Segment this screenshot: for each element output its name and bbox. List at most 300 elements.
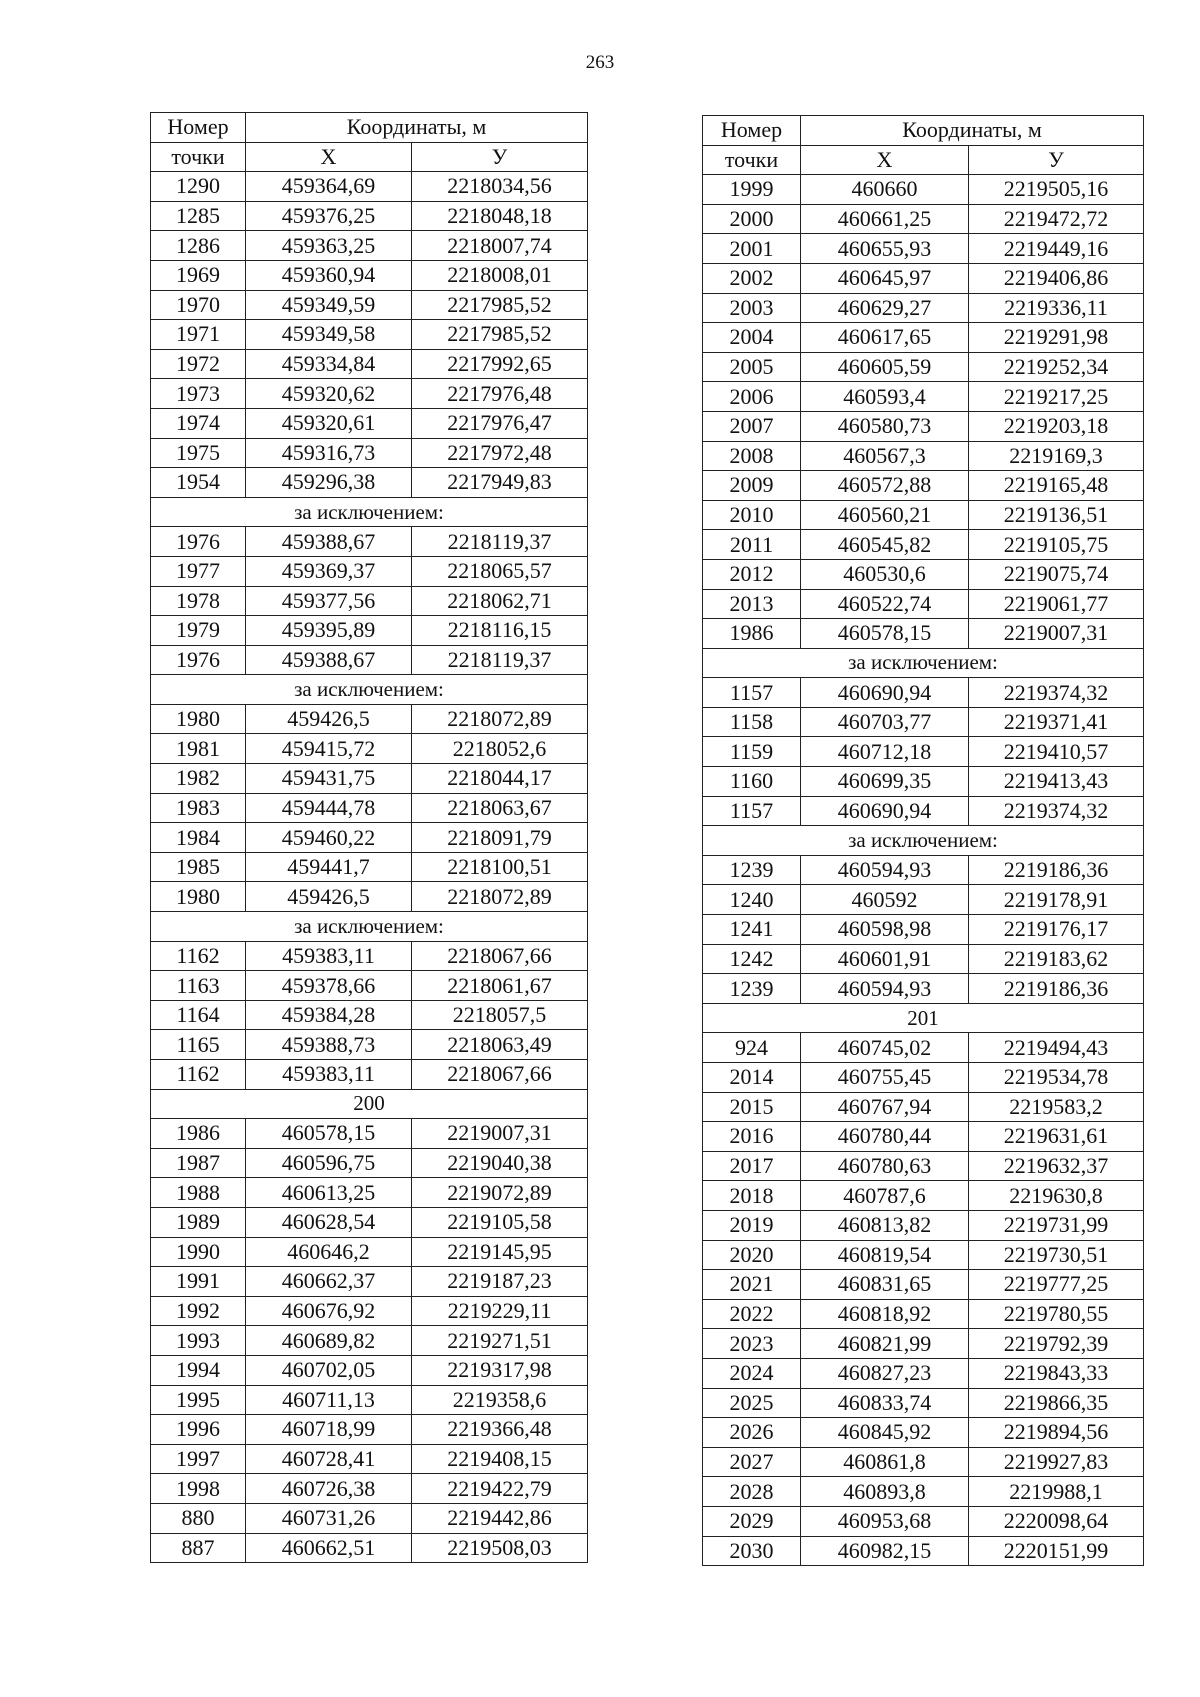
point-number: 887 xyxy=(151,1533,246,1563)
table-row xyxy=(703,1063,1144,1093)
table-row xyxy=(703,1270,1144,1300)
table-row xyxy=(703,855,1144,885)
x-coordinate: 460593,4 xyxy=(801,382,969,412)
y-coordinate: 2219178,91 xyxy=(969,885,1144,915)
table-row xyxy=(151,556,588,586)
x-coordinate: 460699,35 xyxy=(801,767,969,797)
x-coordinate: 460861,8 xyxy=(801,1447,969,1477)
y-coordinate: 2218061,67 xyxy=(412,971,588,1001)
y-coordinate: 2218091,79 xyxy=(412,823,588,853)
point-number: 2024 xyxy=(703,1358,801,1388)
y-coordinate: 2218007,74 xyxy=(412,231,588,261)
point-number: 1162 xyxy=(151,941,246,971)
table-row xyxy=(703,263,1144,293)
point-number: 1239 xyxy=(703,855,801,885)
x-coordinate: 459334,84 xyxy=(246,349,412,379)
point-number: 1285 xyxy=(151,201,246,231)
x-coordinate: 459415,72 xyxy=(246,734,412,764)
x-coordinate: 460598,98 xyxy=(801,915,969,945)
x-coordinate: 459360,94 xyxy=(246,260,412,290)
table-row xyxy=(703,1477,1144,1507)
y-coordinate: 2219894,56 xyxy=(969,1418,1144,1448)
x-coordinate: 460646,2 xyxy=(246,1237,412,1267)
table-row xyxy=(703,1181,1144,1211)
x-coordinate: 459426,5 xyxy=(246,882,412,912)
x-coordinate: 460613,25 xyxy=(246,1178,412,1208)
table-row xyxy=(703,1210,1144,1240)
x-coordinate: 460572,88 xyxy=(801,471,969,501)
point-number: 2011 xyxy=(703,530,801,560)
table-row xyxy=(151,320,588,350)
table-row xyxy=(703,530,1144,560)
header-coordinates-label: Координаты, м xyxy=(246,113,588,143)
x-coordinate: 459388,73 xyxy=(246,1030,412,1060)
table-row xyxy=(151,1355,588,1385)
table-row xyxy=(151,941,588,971)
table-row xyxy=(703,678,1144,708)
table-row xyxy=(151,1060,588,1090)
table-row xyxy=(151,260,588,290)
y-coordinate: 2219358,6 xyxy=(412,1385,588,1415)
point-number: 1970 xyxy=(151,290,246,320)
point-number: 1988 xyxy=(151,1178,246,1208)
point-number: 1976 xyxy=(151,645,246,675)
y-coordinate: 2218008,01 xyxy=(412,260,588,290)
y-coordinate: 2219183,62 xyxy=(969,944,1144,974)
y-coordinate: 2219187,23 xyxy=(412,1267,588,1297)
header-y-label: У xyxy=(412,142,588,172)
table-row xyxy=(151,349,588,379)
point-number: 2012 xyxy=(703,559,801,589)
x-coordinate: 459349,59 xyxy=(246,290,412,320)
table-row xyxy=(151,882,588,912)
table-row xyxy=(151,1178,588,1208)
point-number: 2019 xyxy=(703,1210,801,1240)
point-number: 2020 xyxy=(703,1240,801,1270)
section-label: 201 xyxy=(703,1003,1144,1033)
y-coordinate: 2219203,18 xyxy=(969,411,1144,441)
y-coordinate: 2219371,41 xyxy=(969,707,1144,737)
x-coordinate: 460712,18 xyxy=(801,737,969,767)
x-coordinate: 460726,38 xyxy=(246,1474,412,1504)
x-coordinate: 460530,6 xyxy=(801,559,969,589)
header-x-label: Х xyxy=(246,142,412,172)
table-row xyxy=(151,793,588,823)
point-number: 1163 xyxy=(151,971,246,1001)
point-number: 2016 xyxy=(703,1122,801,1152)
y-coordinate: 2219072,89 xyxy=(412,1178,588,1208)
point-number: 1286 xyxy=(151,231,246,261)
y-coordinate: 2218044,17 xyxy=(412,764,588,794)
table-row xyxy=(703,1122,1144,1152)
section-label: за исключением: xyxy=(703,826,1144,856)
table-row xyxy=(151,1503,588,1533)
table-row xyxy=(703,352,1144,382)
x-coordinate: 460703,77 xyxy=(801,707,969,737)
table-row xyxy=(151,1296,588,1326)
point-number: 2021 xyxy=(703,1270,801,1300)
point-number: 1974 xyxy=(151,408,246,438)
point-number: 1165 xyxy=(151,1030,246,1060)
table-row xyxy=(151,172,588,202)
y-coordinate: 2218057,5 xyxy=(412,1000,588,1030)
table-row xyxy=(151,704,588,734)
table-row xyxy=(703,323,1144,353)
point-number: 2029 xyxy=(703,1506,801,1536)
table-row xyxy=(151,852,588,882)
point-number: 2008 xyxy=(703,441,801,471)
point-number: 2007 xyxy=(703,411,801,441)
section-row xyxy=(151,1089,588,1119)
y-coordinate: 2219366,48 xyxy=(412,1415,588,1445)
coordinates-table-right xyxy=(702,115,1144,1566)
y-coordinate: 2219472,72 xyxy=(969,204,1144,234)
x-coordinate: 460628,54 xyxy=(246,1207,412,1237)
point-number: 1975 xyxy=(151,438,246,468)
table-row xyxy=(703,737,1144,767)
x-coordinate: 459383,11 xyxy=(246,1060,412,1090)
y-coordinate: 2219508,03 xyxy=(412,1533,588,1563)
y-coordinate: 2219630,8 xyxy=(969,1181,1144,1211)
section-label: за исключением: xyxy=(151,497,588,527)
y-coordinate: 2219494,43 xyxy=(969,1033,1144,1063)
table-row xyxy=(703,204,1144,234)
point-number: 2006 xyxy=(703,382,801,412)
y-coordinate: 2219186,36 xyxy=(969,974,1144,1004)
point-number: 1954 xyxy=(151,468,246,498)
x-coordinate: 460580,73 xyxy=(801,411,969,441)
table-row xyxy=(151,1000,588,1030)
y-coordinate: 2218048,18 xyxy=(412,201,588,231)
y-coordinate: 2219631,61 xyxy=(969,1122,1144,1152)
x-coordinate: 459349,58 xyxy=(246,320,412,350)
point-number: 2015 xyxy=(703,1092,801,1122)
x-coordinate: 460827,23 xyxy=(801,1358,969,1388)
y-coordinate: 2218067,66 xyxy=(412,1060,588,1090)
table-row xyxy=(703,1418,1144,1448)
table-row xyxy=(703,589,1144,619)
y-coordinate: 2217949,83 xyxy=(412,468,588,498)
table-row xyxy=(703,175,1144,205)
x-coordinate: 460690,94 xyxy=(801,678,969,708)
table-row xyxy=(151,1385,588,1415)
x-coordinate: 460702,05 xyxy=(246,1355,412,1385)
table-row xyxy=(151,468,588,498)
table-row xyxy=(703,707,1144,737)
header-y-label: У xyxy=(969,145,1144,175)
table-row xyxy=(151,201,588,231)
y-coordinate: 2218063,67 xyxy=(412,793,588,823)
table-row xyxy=(703,411,1144,441)
table-row xyxy=(703,767,1144,797)
x-coordinate: 459320,61 xyxy=(246,408,412,438)
y-coordinate: 2219291,98 xyxy=(969,323,1144,353)
x-coordinate: 459431,75 xyxy=(246,764,412,794)
x-coordinate: 459388,67 xyxy=(246,645,412,675)
x-coordinate: 460818,92 xyxy=(801,1299,969,1329)
table-row xyxy=(151,1030,588,1060)
x-coordinate: 460662,51 xyxy=(246,1533,412,1563)
y-coordinate: 2218063,49 xyxy=(412,1030,588,1060)
y-coordinate: 2219075,74 xyxy=(969,559,1144,589)
point-number: 2001 xyxy=(703,234,801,264)
table-row xyxy=(151,438,588,468)
x-coordinate: 460819,54 xyxy=(801,1240,969,1270)
table-row xyxy=(703,1092,1144,1122)
x-coordinate: 460578,15 xyxy=(801,619,969,649)
x-coordinate: 460522,74 xyxy=(801,589,969,619)
x-coordinate: 459378,66 xyxy=(246,971,412,1001)
table-row xyxy=(151,823,588,853)
section-row xyxy=(703,826,1144,856)
y-coordinate: 2219632,37 xyxy=(969,1151,1144,1181)
y-coordinate: 2217992,65 xyxy=(412,349,588,379)
x-coordinate: 459384,28 xyxy=(246,1000,412,1030)
table-row xyxy=(151,1415,588,1445)
x-coordinate: 459460,22 xyxy=(246,823,412,853)
header-point-label: точки xyxy=(703,145,801,175)
y-coordinate: 2219777,25 xyxy=(969,1270,1144,1300)
point-number: 2022 xyxy=(703,1299,801,1329)
y-coordinate: 2219505,16 xyxy=(969,175,1144,205)
table-row xyxy=(151,645,588,675)
point-number: 1982 xyxy=(151,764,246,794)
x-coordinate: 460833,74 xyxy=(801,1388,969,1418)
point-number: 2004 xyxy=(703,323,801,353)
x-coordinate: 460655,93 xyxy=(801,234,969,264)
point-number: 1991 xyxy=(151,1267,246,1297)
header-coordinates-label: Координаты, м xyxy=(801,116,1144,146)
point-number: 2009 xyxy=(703,471,801,501)
x-coordinate: 460728,41 xyxy=(246,1444,412,1474)
section-label: 200 xyxy=(151,1089,588,1119)
table-row xyxy=(703,441,1144,471)
point-number: 1980 xyxy=(151,704,246,734)
y-coordinate: 2217976,48 xyxy=(412,379,588,409)
y-coordinate: 2219413,43 xyxy=(969,767,1144,797)
point-number: 2028 xyxy=(703,1477,801,1507)
point-number: 1983 xyxy=(151,793,246,823)
point-number: 1980 xyxy=(151,882,246,912)
y-coordinate: 2217985,52 xyxy=(412,320,588,350)
x-coordinate: 460592 xyxy=(801,885,969,915)
table-row xyxy=(151,379,588,409)
point-number: 1978 xyxy=(151,586,246,616)
x-coordinate: 460662,37 xyxy=(246,1267,412,1297)
point-number: 1990 xyxy=(151,1237,246,1267)
point-number: 2005 xyxy=(703,352,801,382)
table-row xyxy=(703,1536,1144,1566)
y-coordinate: 2218072,89 xyxy=(412,704,588,734)
y-coordinate: 2219105,75 xyxy=(969,530,1144,560)
x-coordinate: 460845,92 xyxy=(801,1418,969,1448)
y-coordinate: 2219442,86 xyxy=(412,1503,588,1533)
section-label: за исключением: xyxy=(151,675,588,705)
y-coordinate: 2219165,48 xyxy=(969,471,1144,501)
point-number: 1969 xyxy=(151,260,246,290)
point-number: 1986 xyxy=(703,619,801,649)
point-number: 1989 xyxy=(151,1207,246,1237)
table-row xyxy=(151,764,588,794)
page-number: 263 xyxy=(585,52,615,73)
x-coordinate: 460780,63 xyxy=(801,1151,969,1181)
table-row xyxy=(703,1033,1144,1063)
x-coordinate: 459369,37 xyxy=(246,556,412,586)
y-coordinate: 2219271,51 xyxy=(412,1326,588,1356)
x-coordinate: 459376,25 xyxy=(246,201,412,231)
y-coordinate: 2219988,1 xyxy=(969,1477,1144,1507)
y-coordinate: 2219927,83 xyxy=(969,1447,1144,1477)
y-coordinate: 2218119,37 xyxy=(412,645,588,675)
point-number: 1985 xyxy=(151,852,246,882)
point-number: 1971 xyxy=(151,320,246,350)
y-coordinate: 2219422,79 xyxy=(412,1474,588,1504)
y-coordinate: 2218119,37 xyxy=(412,527,588,557)
point-number: 2017 xyxy=(703,1151,801,1181)
y-coordinate: 2217985,52 xyxy=(412,290,588,320)
section-row xyxy=(703,1003,1144,1033)
y-coordinate: 2219176,17 xyxy=(969,915,1144,945)
table-row xyxy=(703,559,1144,589)
point-number: 1976 xyxy=(151,527,246,557)
x-coordinate: 460767,94 xyxy=(801,1092,969,1122)
y-coordinate: 2217976,47 xyxy=(412,408,588,438)
table-row xyxy=(703,1358,1144,1388)
header-point-number-label: Номер xyxy=(703,116,801,146)
x-coordinate: 460617,65 xyxy=(801,323,969,353)
x-coordinate: 460676,92 xyxy=(246,1296,412,1326)
y-coordinate: 2219336,11 xyxy=(969,293,1144,323)
point-number: 1160 xyxy=(703,767,801,797)
y-coordinate: 2219317,98 xyxy=(412,1355,588,1385)
point-number: 1241 xyxy=(703,915,801,945)
y-coordinate: 2219040,38 xyxy=(412,1148,588,1178)
point-number: 2023 xyxy=(703,1329,801,1359)
table-row xyxy=(151,971,588,1001)
y-coordinate: 2219374,32 xyxy=(969,796,1144,826)
table-row xyxy=(703,1388,1144,1418)
x-coordinate: 460718,99 xyxy=(246,1415,412,1445)
point-number: 2027 xyxy=(703,1447,801,1477)
y-coordinate: 2218116,15 xyxy=(412,616,588,646)
y-coordinate: 2217972,48 xyxy=(412,438,588,468)
y-coordinate: 2219217,25 xyxy=(969,382,1144,412)
table-row xyxy=(703,1506,1144,1536)
table-row xyxy=(151,1237,588,1267)
x-coordinate: 459364,69 xyxy=(246,172,412,202)
point-number: 1242 xyxy=(703,944,801,974)
table-row xyxy=(151,231,588,261)
x-coordinate: 460787,6 xyxy=(801,1181,969,1211)
table-row xyxy=(151,527,588,557)
point-number: 1239 xyxy=(703,974,801,1004)
x-coordinate: 460690,94 xyxy=(801,796,969,826)
x-coordinate: 460560,21 xyxy=(801,500,969,530)
point-number: 1998 xyxy=(151,1474,246,1504)
x-coordinate: 460821,99 xyxy=(801,1329,969,1359)
point-number: 1290 xyxy=(151,172,246,202)
x-coordinate: 460689,82 xyxy=(246,1326,412,1356)
x-coordinate: 460596,75 xyxy=(246,1148,412,1178)
y-coordinate: 2219866,35 xyxy=(969,1388,1144,1418)
table-row xyxy=(703,915,1144,945)
table-row xyxy=(151,1533,588,1563)
y-coordinate: 2219406,86 xyxy=(969,263,1144,293)
y-coordinate: 2219792,39 xyxy=(969,1329,1144,1359)
point-number: 1999 xyxy=(703,175,801,205)
y-coordinate: 2218034,56 xyxy=(412,172,588,202)
x-coordinate: 460629,27 xyxy=(801,293,969,323)
point-number: 1972 xyxy=(151,349,246,379)
table-row xyxy=(151,1326,588,1356)
table-row xyxy=(703,885,1144,915)
point-number: 1240 xyxy=(703,885,801,915)
section-row xyxy=(151,497,588,527)
point-number: 1159 xyxy=(703,737,801,767)
y-coordinate: 2218072,89 xyxy=(412,882,588,912)
point-number: 1981 xyxy=(151,734,246,764)
y-coordinate: 2219007,31 xyxy=(969,619,1144,649)
x-coordinate: 460731,26 xyxy=(246,1503,412,1533)
point-number: 1986 xyxy=(151,1119,246,1149)
point-number: 2014 xyxy=(703,1063,801,1093)
table-row xyxy=(703,382,1144,412)
header-point-label: точки xyxy=(151,142,246,172)
y-coordinate: 2220151,99 xyxy=(969,1536,1144,1566)
table-row xyxy=(151,616,588,646)
x-coordinate: 460831,65 xyxy=(801,1270,969,1300)
point-number: 2003 xyxy=(703,293,801,323)
x-coordinate: 460545,82 xyxy=(801,530,969,560)
x-coordinate: 460594,93 xyxy=(801,855,969,885)
point-number: 1994 xyxy=(151,1355,246,1385)
point-number: 1996 xyxy=(151,1415,246,1445)
y-coordinate: 2219136,51 xyxy=(969,500,1144,530)
x-coordinate: 460711,13 xyxy=(246,1385,412,1415)
x-coordinate: 460660 xyxy=(801,175,969,205)
header-x-label: Х xyxy=(801,145,969,175)
table-row xyxy=(151,1474,588,1504)
x-coordinate: 459383,11 xyxy=(246,941,412,971)
section-label: за исключением: xyxy=(703,648,1144,678)
table-row xyxy=(703,944,1144,974)
x-coordinate: 460661,25 xyxy=(801,204,969,234)
table-row xyxy=(703,500,1144,530)
x-coordinate: 460813,82 xyxy=(801,1210,969,1240)
table-row xyxy=(703,293,1144,323)
section-label: за исключением: xyxy=(151,912,588,942)
table-row xyxy=(151,1267,588,1297)
point-number: 2025 xyxy=(703,1388,801,1418)
x-coordinate: 460601,91 xyxy=(801,944,969,974)
x-coordinate: 460953,68 xyxy=(801,1506,969,1536)
point-number: 1979 xyxy=(151,616,246,646)
x-coordinate: 459388,67 xyxy=(246,527,412,557)
table-row xyxy=(703,1240,1144,1270)
table-row xyxy=(151,1444,588,1474)
y-coordinate: 2219408,15 xyxy=(412,1444,588,1474)
y-coordinate: 2219374,32 xyxy=(969,678,1144,708)
point-number: 1997 xyxy=(151,1444,246,1474)
y-coordinate: 2219186,36 xyxy=(969,855,1144,885)
x-coordinate: 460780,44 xyxy=(801,1122,969,1152)
y-coordinate: 2218065,57 xyxy=(412,556,588,586)
y-coordinate: 2219731,99 xyxy=(969,1210,1144,1240)
point-number: 1992 xyxy=(151,1296,246,1326)
section-row xyxy=(151,675,588,705)
table-row xyxy=(703,1447,1144,1477)
coordinates-table-left xyxy=(150,112,588,1563)
